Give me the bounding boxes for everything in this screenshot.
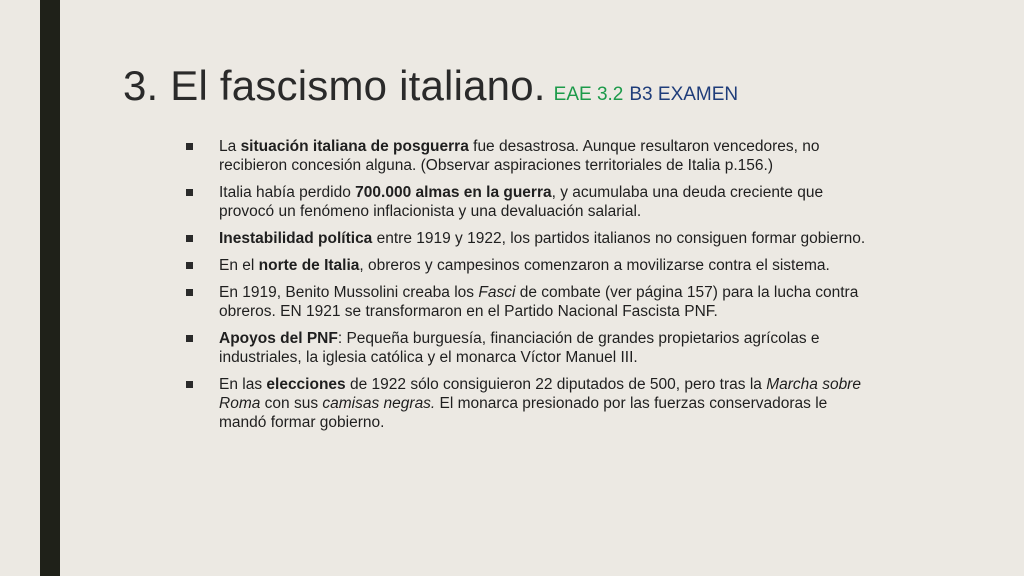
slide-title (123, 60, 738, 121)
bullet-mussolini-fasci (186, 283, 866, 321)
bullet-square-icon (186, 289, 193, 296)
bullet-square-icon (186, 143, 193, 150)
bullet-text: fue desastrosa. Aunque resultaron vencedores, no recibieron concesión alguna. (Observar aspiraciones territoriales de Italia p.156.) (219, 138, 820, 174)
bullet-apoyos-pnf (186, 329, 866, 367)
title-tag-eae: EAE 3.2 (553, 84, 624, 105)
bullet-bold-text: Inestabilidad política (219, 230, 373, 247)
bullet-text: de 1922 sólo consiguieron 22 diputados de 500, pero tras la (345, 376, 767, 393)
slide-title-text: 3. El fascismo italiano. (123, 62, 546, 109)
bullet-text: con sus (260, 395, 323, 412)
bullet-text: El monarca presionado por las fuerzas conservadoras le mandó formar gobierno. (219, 395, 828, 431)
left-accent-bar (40, 0, 60, 576)
bullet-text: En las (219, 376, 267, 393)
bullet-square-icon (186, 335, 193, 342)
bullet-italic-text: Marcha sobre Roma (219, 376, 861, 412)
bullet-text: , obreros y campesinos comenzaron a movilizarse contra el sistema. (359, 257, 830, 274)
bullet-list (186, 137, 866, 440)
bullet-norte-italia (186, 256, 866, 275)
bullet-text: , y acumulaba una deuda creciente que provocó un fenómeno inflacionista y una devaluación salarial. (219, 184, 824, 220)
bullet-square-icon (186, 235, 193, 242)
title-tag-exam: B3 EXAMEN (629, 84, 739, 105)
bullet-text: : Pequeña burguesía, financiación de grandes propietarios agrícolas e industriales, la iglesia católica y el monarca Víctor Manuel III. (219, 330, 820, 366)
bullet-italic-text: Fasci (478, 284, 516, 301)
bullet-posguerra (186, 137, 866, 175)
bullet-elecciones (186, 375, 866, 432)
bullet-bold-text: norte de Italia (258, 257, 360, 274)
bullet-square-icon (186, 262, 193, 269)
bullet-square-icon (186, 381, 193, 388)
bullet-text: de combate (ver página 157) para la lucha contra obreros. EN 1921 se transformaron en el Partido Nacional Fascista PNF. (219, 284, 859, 320)
bullet-text: entre 1919 y 1922, los partidos italianos no consiguen formar gobierno. (372, 230, 866, 247)
bullet-text: La (219, 138, 241, 155)
bullet-text: En el (219, 257, 259, 274)
bullet-bold-text: 700.000 almas en la guerra (355, 184, 552, 201)
bullet-bold-text: Apoyos del PNF (219, 330, 338, 347)
bullet-bold-text: situación italiana de posguerra (240, 138, 469, 155)
bullet-italic-text: camisas negras. (322, 395, 436, 412)
bullet-almas-guerra (186, 183, 866, 221)
bullet-bold-text: elecciones (266, 376, 346, 393)
bullet-text: Italia había perdido (219, 184, 356, 201)
bullet-text: En 1919, Benito Mussolini creaba los (219, 284, 479, 301)
bullet-square-icon (186, 189, 193, 196)
bullet-inestabilidad (186, 229, 866, 248)
